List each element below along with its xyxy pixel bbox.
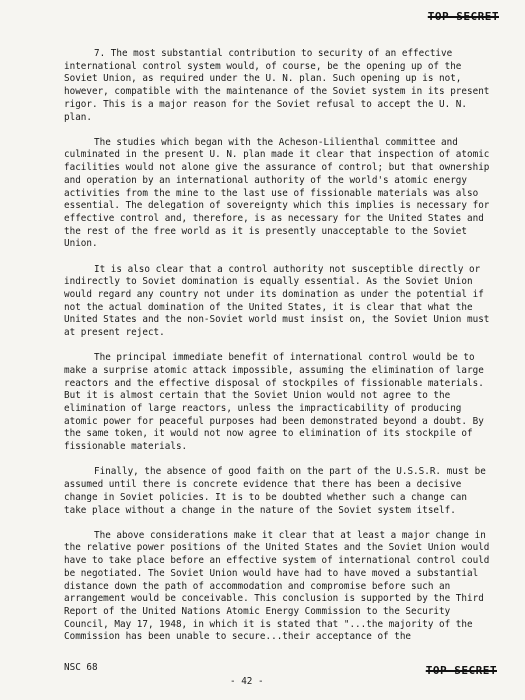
- paragraph-control-authority: It is also clear that a control authority not susceptible directly or indirectly to Soviet domination is equally essential. As the Soviet Union would regard any country not under its domination as under the potential if not the actual domination of the United States, it is clear that what the United States and the non-Soviet world must insist on, the Soviet Union must at present reject.: [64, 263, 490, 339]
- paragraph-good-faith: Finally, the absence of good faith on the part of the U.S.S.R. must be assumed until there is concrete evidence that there has been a decisive change in Soviet policies. It is to be doubted whether such a change can take place without a change in the nature of the Soviet system itself.: [64, 466, 486, 516]
- document-id: NSC 68: [64, 662, 98, 673]
- classification-stamp-top: TOP SECRET: [427, 10, 499, 23]
- paragraph-power-positions: The above considerations make it clear that at least a major change in the relative power positions of the United States and the Soviet Union would have to take place before an effective system of international control could be negotiated. The Soviet Union would have had to have moved a substantial distance down the path of accommodation and compromise before such an arrangement would be conceivable. This conclusion is supported by the Third Report of the United Nations Atomic Energy Commission to the Security Council, May 17, 1948, in which it is stated that "...the majority of the Commission has been unable to secure...their acceptance of the: [64, 529, 490, 643]
- classification-stamp-bottom: TOP SECRET: [425, 664, 497, 677]
- paragraph-principal-benefit: The principal immediate benefit of international control would be to make a surprise atomic attack impossible, assuming the elimination of large reactors and the effective disposal of stockpiles of fissionable materials. But it is almost certain that the Soviet Union would not agree to the elimination of large reactors, unless the impracticability of producing atomic power for peaceful purposes had been demonstrated beyond a doubt. By the same token, it would not now agree to elimination of its stockpile of fissionable materials.: [64, 352, 484, 453]
- paragraph-acheson-lilienthal: The studies which began with the Acheson-Lilienthal committee and culminated in the present U. N. plan made it clear that inspection of atomic facilities would not alone give the assurance of control; but that ownership and operation by an international authority of the world's atomic energy activities from the mine to the last use of fissionable materials was also essential. The delegation of sovereignty which this implies is necessary for effective control and, therefore, is as necessary for the United States and the rest of the free world as it is presently unacceptable to the Soviet Union.: [64, 136, 490, 250]
- document-body: [64, 48, 494, 657]
- paragraph-7: 7. The most substantial contribution to security of an effective international control system would, of course, be the opening up of the Soviet Union, as required under the U. N. plan. Such opening up is not, however, compatible with the maintenance of the Soviet system in its present rigor. This is a major reason for the Soviet refusal to accept the U. N. plan.: [64, 48, 490, 123]
- page-number: - 42 -: [230, 676, 264, 687]
